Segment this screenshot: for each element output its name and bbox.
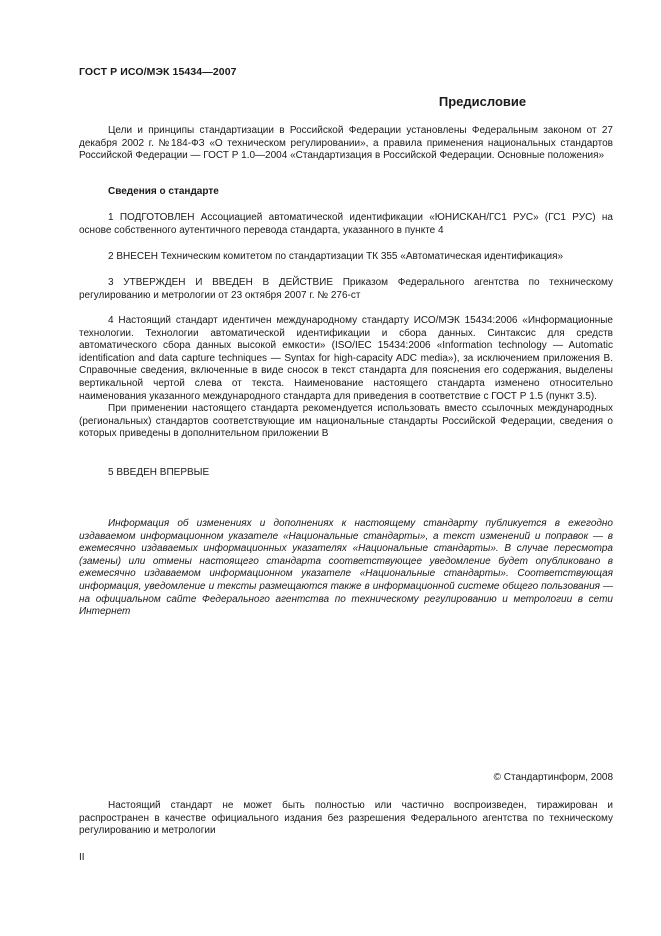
about-standard-heading: Сведения о стандарте xyxy=(108,186,219,197)
copyright: © Стандартинформ, 2008 xyxy=(493,772,613,783)
reproduction-block xyxy=(79,800,613,838)
item-introduced: 2 ВНЕСЕН Техническим комитетом по стандартизации ТК 355 «Автоматическая идентификация» xyxy=(108,251,564,262)
item-application-note: При применении настоящего стандарта рекомендуется использовать вместо ссылочных международных (региональных) стандартов соответствующие им национальные стандарты Российской Федерации, сведения о которых приведены в дополнительном приложении В xyxy=(79,403,613,440)
notice-block xyxy=(79,518,613,619)
item-approved: 3 УТВЕРЖДЕН И ВВЕДЕН В ДЕЙСТВИЕ Приказом Федерального агентства по техническому регулированию и метрологии от 23 октября 2007 г. № 276-ст xyxy=(79,277,613,301)
item-1-block xyxy=(79,212,613,237)
item-first-introduced: 5 ВВЕДЕН ВПЕРВЫЕ xyxy=(108,467,210,478)
page-title-wrapper xyxy=(79,94,613,109)
about-heading-block xyxy=(79,186,613,199)
item-5-block xyxy=(79,467,613,480)
page-title: Предисловие xyxy=(438,94,527,109)
reproduction-paragraph: Настоящий стандарт не может быть полностью или частично воспроизведен, тиражирован и распространен в качестве официального издания без разрешения Федерального агентства по техническому регулированию и метрологии xyxy=(79,800,613,837)
item-prepared: 1 ПОДГОТОВЛЕН Ассоциацией автоматической идентификации «ЮНИСКАН/ГС1 РУС» (ГС1 РУС) на основе собственного аутентичного перевода стандарта, указанного в пункте 4 xyxy=(79,212,613,236)
item-2-block xyxy=(79,251,613,264)
notice-paragraph: Информация об изменениях и дополнениях к настоящему стандарту публикуется в ежегодно издаваемом информационном указателе «Национальные стандарты», а текст изменений и поправок — в ежемесячно издаваемых информационных указателях «Национальные стандарты». В случае пересмотра (замены) или отмены настоящего стандарта соответствующее уведомление будет опубликовано в ежемесячно издаваемом информационном указателе «Национальные стандарты». Соответствующая информация, уведомление и тексты размещаются также в информационной системе общего пользования — на официальном сайте Федерального агентства по техническому регулированию и метрологии в сети Интернет xyxy=(79,518,613,618)
item-4-block xyxy=(79,315,613,441)
item-3-block xyxy=(79,277,613,302)
page-header-standard-code: ГОСТ Р ИСО/МЭК 15434—2007 xyxy=(79,66,237,78)
intro-block xyxy=(79,125,613,163)
page-number: II xyxy=(79,852,85,863)
item-identical: 4 Настоящий стандарт идентичен международному стандарту ИСО/МЭК 15434:2006 «Информационные технологии. Технологии автоматической идентификации и сбора данных. Синтаксис для средств автоматического сбора данных высокой емкости» (ISO/IEC 15434:2006 «Information technology — Automatic identification and data capture techniques — Syntax for high-capacity ADC media»), за исключением приложения В. Справочные сведения, включенные в виде сносок в текст стандарта для пояснения его содержания, выделены вертикальной чертой слева от текста. Наименование настоящего стандарта изменено относительно наименования указанного международного стандарта для приведения в соответствие с ГОСТ Р 1.5 (пункт 3.5). xyxy=(79,315,613,402)
intro-paragraph: Цели и принципы стандартизации в Российской Федерации установлены Федеральным законом от 27 декабря 2002 г. №184-ФЗ «О техническом регулировании», а правила применения национальных стандартов Российской Федерации — ГОСТ Р 1.0—2004 «Стандартизация в Российской Федерации. Основные положения» xyxy=(79,125,613,162)
